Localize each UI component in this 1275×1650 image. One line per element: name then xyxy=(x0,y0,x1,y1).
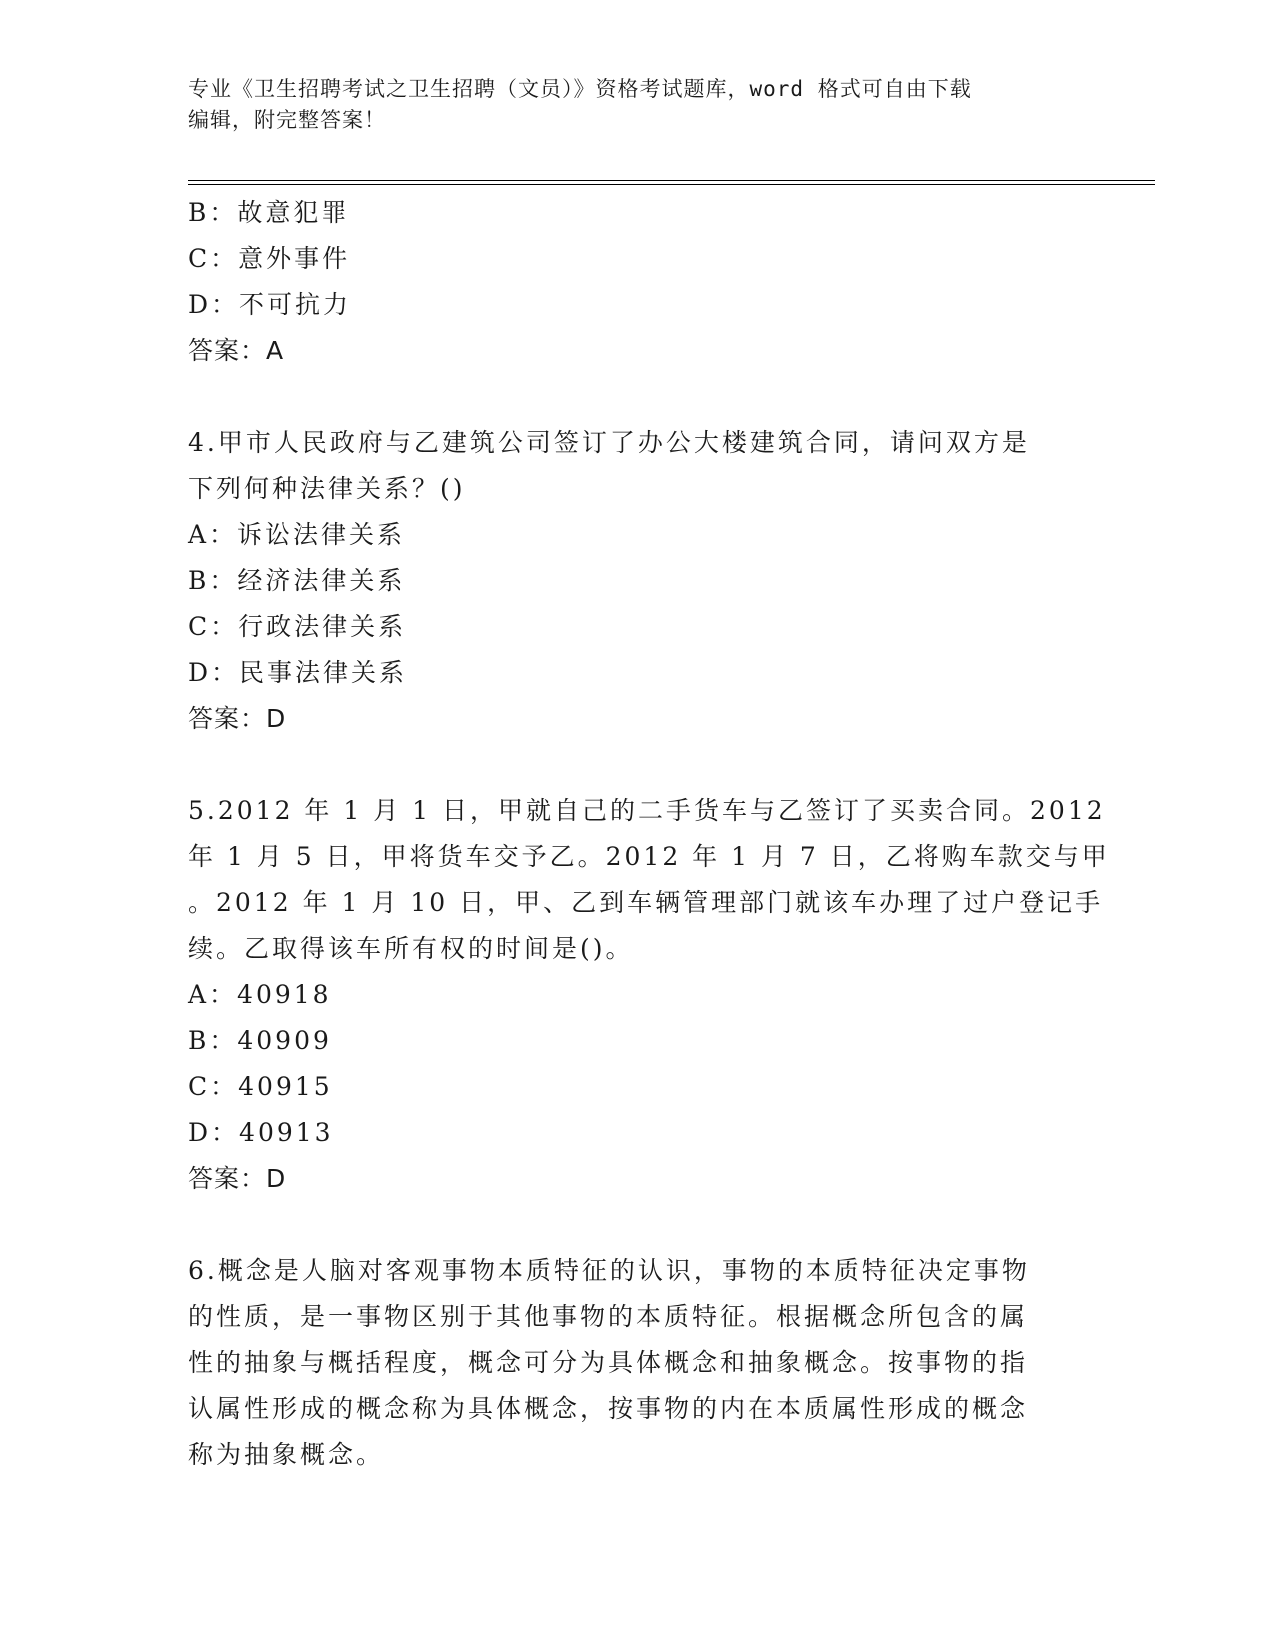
answer-line: 答案：A xyxy=(188,336,285,365)
option-b: B：故意犯罪 xyxy=(188,198,350,227)
option-b: B：40909 xyxy=(188,1026,332,1055)
option-c: C：意外事件 xyxy=(188,244,351,273)
option-b: B：经济法律关系 xyxy=(188,566,406,595)
question-stem-line: 称为抽象概念。 xyxy=(188,1440,385,1469)
question-stem-line: 6.概念是人脑对客观事物本质特征的认识，事物的本质特征决定事物 xyxy=(188,1256,1030,1285)
option-c: C：行政法律关系 xyxy=(188,612,407,641)
question-stem-line: 4.甲市人民政府与乙建筑公司签订了办公大楼建筑合同，请问双方是 xyxy=(188,428,1030,457)
header-title-line-2: 编辑，附完整答案！ xyxy=(188,108,386,132)
spacer xyxy=(188,1202,1088,1248)
question-stem-line: 认属性形成的概念称为具体概念，按事物的内在本质属性形成的概念 xyxy=(188,1394,1029,1423)
question-5 xyxy=(188,788,1110,1202)
option-a: A：40918 xyxy=(188,980,332,1009)
question-stem-line: 性的抽象与概括程度，概念可分为具体概念和抽象概念。按事物的指 xyxy=(188,1348,1029,1377)
option-c: C：40915 xyxy=(188,1072,333,1101)
document-header xyxy=(188,74,1068,136)
answer-line: 答案：D xyxy=(188,704,287,733)
question-stem-line: 。2012 年 1 月 10 日，甲、乙到车辆管理部门就该车办理了过户登记手 xyxy=(188,888,1104,917)
question-stem-line: 5.2012 年 1 月 1 日，甲就自己的二手货车与乙签订了买卖合同。2012 xyxy=(188,796,1106,825)
option-a: A：诉讼法律关系 xyxy=(188,520,406,549)
question-4 xyxy=(188,420,1088,742)
question-stem-line: 年 1 月 5 日，甲将货车交予乙。2012 年 1 月 7 日，乙将购车款交与甲 xyxy=(188,842,1110,871)
question-stem-line: 的性质，是一事物区别于其他事物的本质特征。根据概念所包含的属 xyxy=(188,1302,1029,1331)
option-d: D：40913 xyxy=(188,1118,334,1147)
header-title-line-1: 专业《卫生招聘考试之卫生招聘（文员）》资格考试题库，word 格式可自由下载 xyxy=(188,77,972,101)
option-d: D：不可抗力 xyxy=(188,290,352,319)
spacer xyxy=(188,374,1088,420)
spacer xyxy=(188,742,1088,788)
header-divider-top xyxy=(188,180,1155,181)
option-d: D：民事法律关系 xyxy=(188,658,408,687)
question-stem-line: 续。乙取得该车所有权的时间是()。 xyxy=(188,934,634,963)
question-content xyxy=(188,190,1110,1478)
answer-line: 答案：D xyxy=(188,1164,287,1193)
question-3 xyxy=(188,190,1088,374)
question-6 xyxy=(188,1248,1088,1478)
question-stem-line: 下列何种法律关系？() xyxy=(188,474,466,503)
header-divider-bottom xyxy=(188,184,1155,185)
